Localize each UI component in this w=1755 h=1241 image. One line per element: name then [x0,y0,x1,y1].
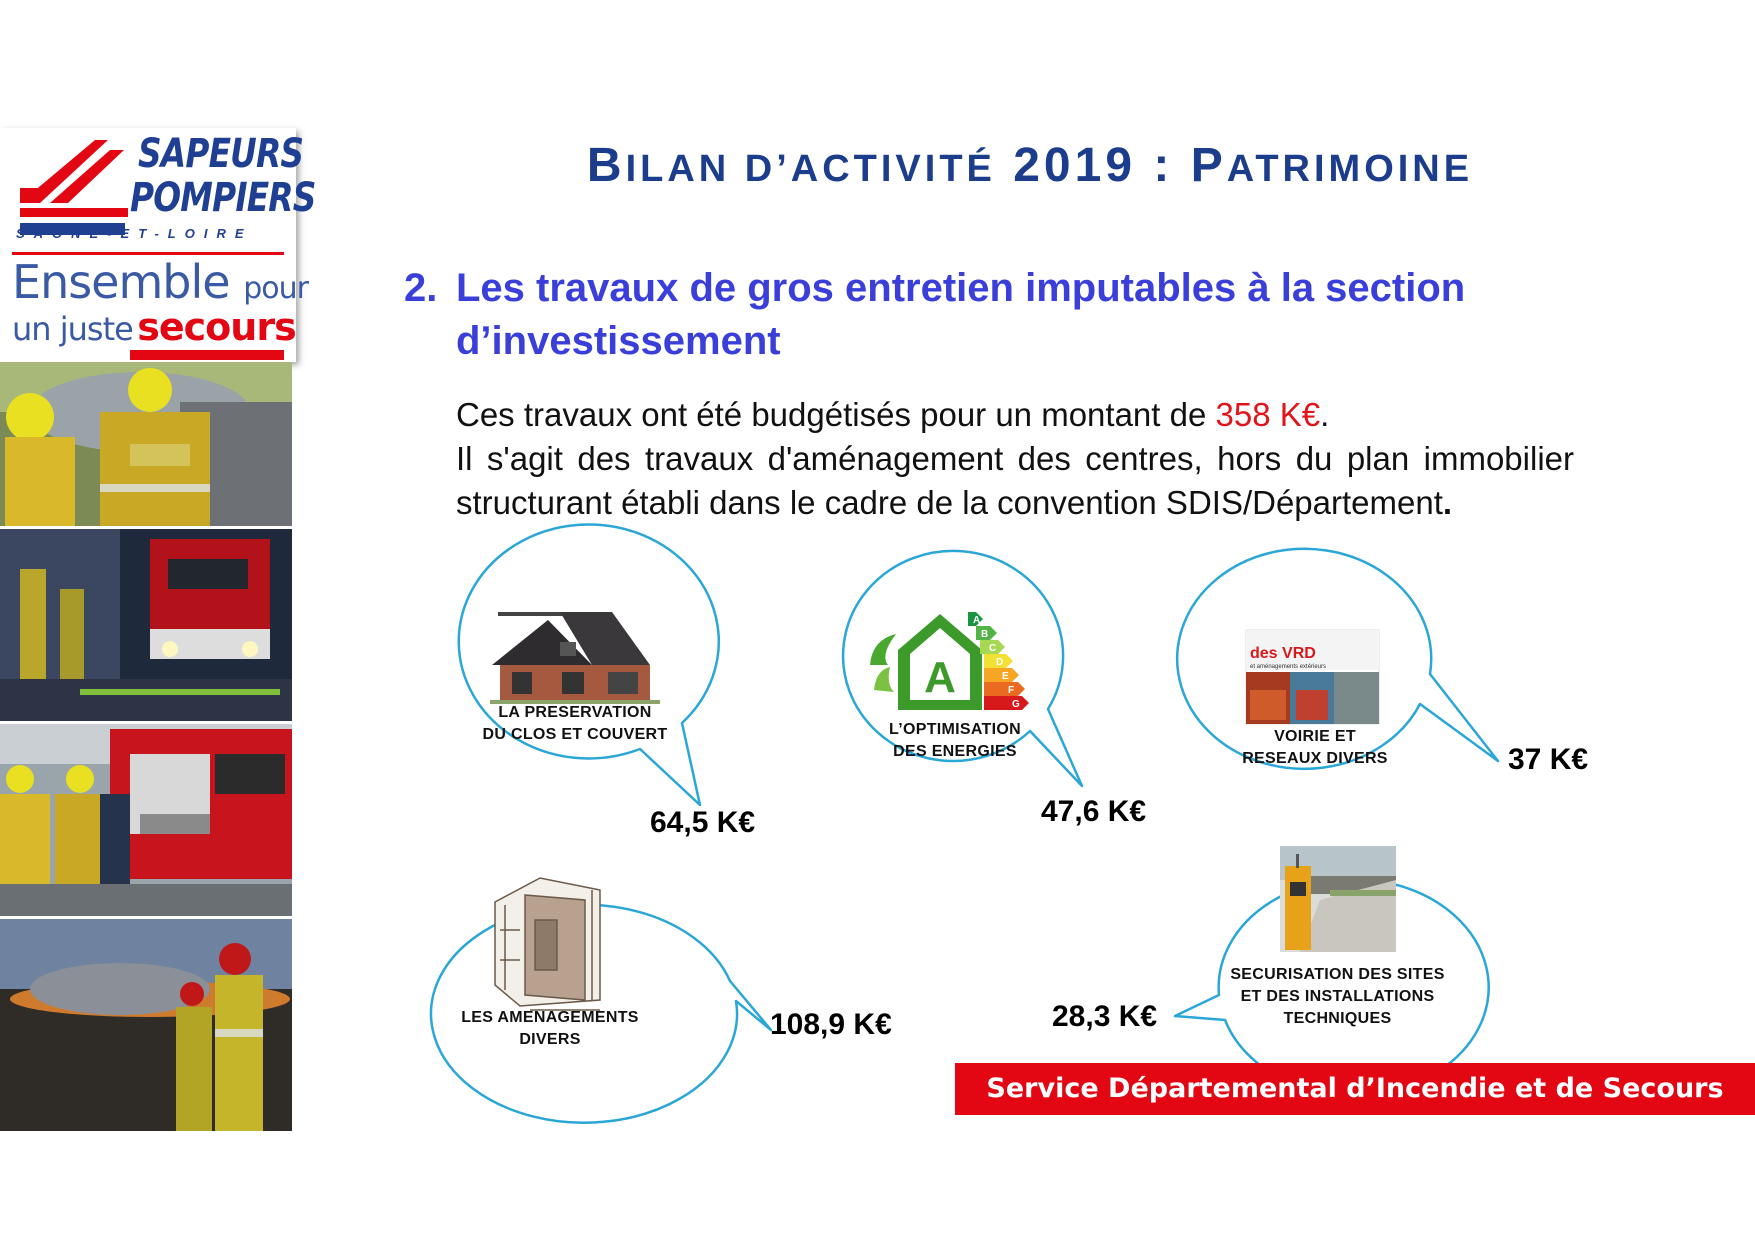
label-clos-couvert-line2: DU CLOS ET COUVERT [482,726,668,743]
section-heading-text: Les travaux de gros entretien imputables à la section d’investissement [456,266,1466,363]
security-gate-icon [1280,846,1396,952]
title-year: 2019 [1013,139,1137,192]
logo-word-sapeurs: SAPEURS [138,131,304,177]
label-voirie-line2: RESEAUX DIVERS [1242,750,1388,767]
energy-scale-d: D [996,657,1004,668]
logo-tagline-pour: pour [243,271,308,306]
label-securisation [1210,964,1465,1030]
label-securisation-line1: SECURISATION DES SITES [1230,966,1445,983]
energy-scale-c: C [989,643,997,654]
amount-clos-couvert: 64,5 K€ [650,806,756,839]
construction-plan-icon [495,878,600,1010]
logo-tagline-secours: secours [137,305,296,349]
label-clos-couvert-line1: LA PRESERVATION [498,704,652,721]
label-clos-couvert [470,702,680,746]
amount-energies: 47,6 K€ [1041,795,1147,828]
energy-scale-e: E [1002,671,1009,682]
amount-voirie: 37 K€ [1508,743,1589,776]
label-energies-line2: DES ENERGIES [893,743,1017,760]
energy-scale-g: G [1012,699,1020,710]
label-voirie-line1: VOIRIE ET [1274,728,1356,745]
logo-region: SAÔNE-ET-LOIRE [16,226,253,241]
logo-word-pompiers: POMPIERS [130,175,316,221]
energy-letter-a: A [924,653,956,702]
budget-text: Ces travaux ont été budgétisés pour un montant de [456,396,1216,433]
amount-amenagements: 108,9 K€ [770,1008,892,1041]
energy-scale-f: F [1008,685,1015,696]
vrd-title: des VRD [1250,645,1316,662]
label-securisation-line2: ET DES INSTALLATIONS [1240,988,1435,1005]
label-securisation-line3: TECHNIQUES [1283,1010,1392,1027]
label-voirie [1215,726,1415,770]
title-initial-p: P [1190,139,1227,192]
title-bilan-activite: ILAN D’ACTIVITÉ [625,148,996,190]
vrd-magazine-icon [1246,630,1379,724]
amount-securisation: 28,3 K€ [1052,1000,1158,1033]
budget-period: . [1320,396,1330,433]
label-amenagements-line1: LES AMENAGEMENTS [461,1009,639,1026]
title-initial-b: B [586,139,626,192]
footer-banner: Service Départemental d’Incendie et de Secours [955,1063,1755,1115]
scope-text: Il s'agit des travaux d'aménagement des centres, hors du plan immobilier structurant établi dans le cadre de la convention SDIS/Département [456,440,1574,521]
budget-amount: 358 K€ [1215,396,1321,433]
energy-scale-b: B [981,629,989,640]
label-energies-line1: L’OPTIMISATION [889,721,1021,738]
label-amenagements-line2: DIVERS [519,1031,581,1048]
title-separator: : [1153,139,1174,192]
logo-tagline-unjuste: un juste [12,310,133,348]
label-amenagements [440,1007,660,1051]
vrd-subtitle: et aménagements extérieurs [1250,664,1327,670]
energy-scale-a: A [973,615,981,626]
label-energies [860,719,1050,763]
scope-period: . [1442,484,1453,521]
title-patrimoine: ATRIMOINE [1226,148,1474,190]
section-number: 2. [404,266,438,310]
logo-tagline-ensemble: Ensemble [12,255,230,309]
